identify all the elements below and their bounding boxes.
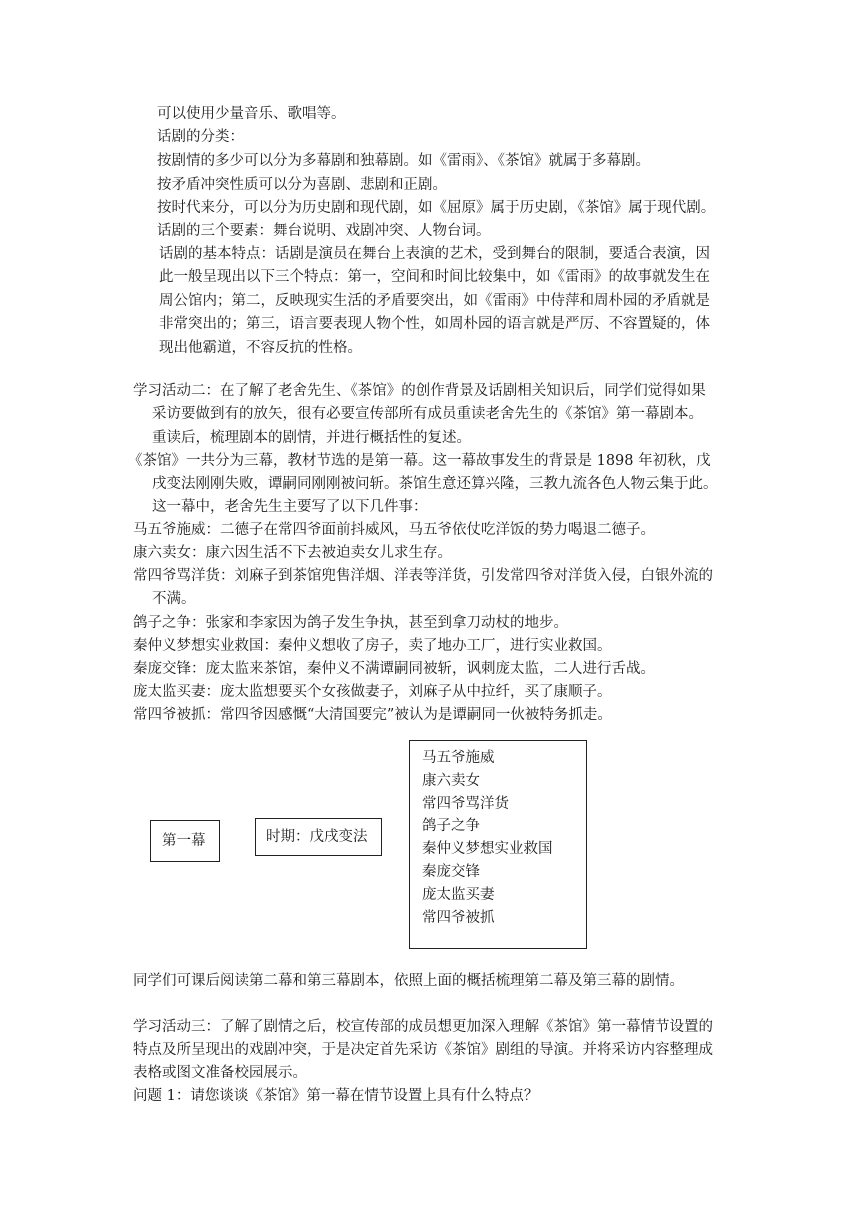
events-box — [409, 740, 587, 949]
event-item: 秦庞交锋 — [422, 863, 480, 880]
event-line: 秦仲义梦想实业救国：秦仲义想收了房子，卖了地办工厂，进行实业救国。 — [133, 638, 612, 654]
event-line: 不满。 — [152, 591, 196, 607]
event-item: 马五爷施威 — [422, 750, 495, 766]
paragraph-line: 表格或图文准备校园展示。 — [133, 1065, 307, 1081]
event-line: 马五爷施威：二德子在常四爷面前抖威风，马五爷依仗吃洋饭的势力喝退二德子。 — [133, 522, 655, 538]
paragraph-line: 戌变法刚刚失败，谭嗣同刚刚被问斩。茶馆生意还算兴隆，三教九流各色人物云集于此。 — [152, 476, 718, 492]
period-label: 时期：戊戌变法 — [266, 829, 368, 845]
event-line: 康六卖女：康六因生活不下去被迫卖女儿求生存。 — [133, 545, 452, 561]
act-box — [150, 820, 220, 862]
paragraph-line: 按矛盾冲突性质可以分为喜剧、悲剧和正剧。 — [157, 177, 447, 193]
paragraph-line: 《茶馆》一共分为三幕，教材节选的是第一幕。这一幕故事发生的背景是 1898 年初秋，戊 — [128, 453, 711, 469]
paragraph-line: 话剧的三个要素：舞台说明、戏剧冲突、人物台词。 — [157, 223, 491, 239]
paragraph-line: 可以使用少量音乐、歌唱等。 — [157, 106, 346, 122]
paragraph-line: 重读后，梳理剧本的剧情，并进行概括性的复述。 — [152, 430, 471, 446]
paragraph-line: 周公馆内；第二，反映现实生活的矛盾要突出，如《雷雨》中侍萍和周朴园的矛盾就是 — [159, 293, 710, 309]
paragraph-line: 特点及所呈现出的戏剧冲突，于是决定首先采访《茶馆》剧组的导演。并将采访内容整理成 — [133, 1042, 713, 1058]
act-label: 第一幕 — [162, 833, 206, 849]
event-item: 鸽子之争 — [422, 818, 480, 835]
activity-three-heading: 学习活动三：了解了剧情之后，校宣传部的成员想更加深入理解《茶馆》第一幕情节设置的 — [133, 1019, 713, 1035]
event-item: 秦仲义梦想实业救国 — [422, 841, 553, 858]
paragraph-line: 这一幕中，老舍先生主要写了以下几件事： — [152, 499, 428, 515]
event-item: 常四爷骂洋货 — [422, 795, 509, 812]
activity-two-heading: 学习活动二：在了解了老舍先生、《茶馆》的创作背景及话剧相关知识后，同学们觉得如果 — [133, 383, 706, 399]
paragraph-line: 话剧的基本特点：话剧是演员在舞台上表演的艺术，受到舞台的限制，要适合表演，因 — [159, 246, 710, 262]
event-line: 鸽子之争：张家和李家因为鸽子发生争执，甚至到拿刀动杖的地步。 — [133, 615, 568, 631]
paragraph-line: 同学们可课后阅读第二幕和第三幕剧本，依照上面的概括梳理第二幕及第三幕的剧情。 — [133, 973, 684, 989]
paragraph-line: 非常突出的；第三，语言要表现人物个性，如周朴园的语言就是严厉、不容置疑的，体 — [159, 316, 710, 332]
event-item: 常四爷被抓 — [422, 909, 495, 926]
event-item: 庞太监买妻 — [422, 886, 495, 903]
question-line: 问题 1：请您谈谈《茶馆》第一幕在情节设置上具有什么特点？ — [133, 1088, 539, 1104]
paragraph-line: 按时代来分，可以分为历史剧和现代剧，如《屈原》属于历史剧，《茶馆》属于现代剧。 — [157, 200, 716, 216]
period-box — [255, 818, 382, 856]
paragraph-line: 采访要做到有的放矢，很有必要宣传部所有成员重读老舍先生的《茶馆》第一幕剧本。 — [152, 406, 703, 422]
events-list — [422, 747, 553, 929]
event-line: 庞太监买妻：庞太监想要买个女孩做妻子，刘麻子从中拉纤，买了康顺子。 — [133, 684, 612, 700]
paragraph-line: 此一般呈现出以下三个特点：第一，空间和时间比较集中，如《雷雨》的故事就发生在 — [159, 269, 710, 285]
event-line: 常四爷骂洋货：刘麻子到茶馆兜售洋烟、洋表等洋货，引发常四爷对洋货入侵，白银外流的 — [133, 568, 713, 584]
event-line: 常四爷被抓：常四爷因感慨“大清国要完”被认为是谭嗣同一伙被特务抓走。 — [133, 707, 612, 723]
event-item: 康六卖女 — [422, 772, 480, 789]
paragraph-line: 话剧的分类： — [157, 129, 244, 145]
paragraph-line: 现出他霸道，不容反抗的性格。 — [159, 340, 362, 356]
event-line: 秦庞交锋：庞太监来茶馆，秦仲义不满谭嗣同被斩，讽刺庞太监，二人进行舌战。 — [133, 661, 655, 677]
paragraph-line: 按剧情的多少可以分为多幕剧和独幕剧。如《雷雨》、《茶馆》就属于多幕剧。 — [157, 153, 650, 169]
